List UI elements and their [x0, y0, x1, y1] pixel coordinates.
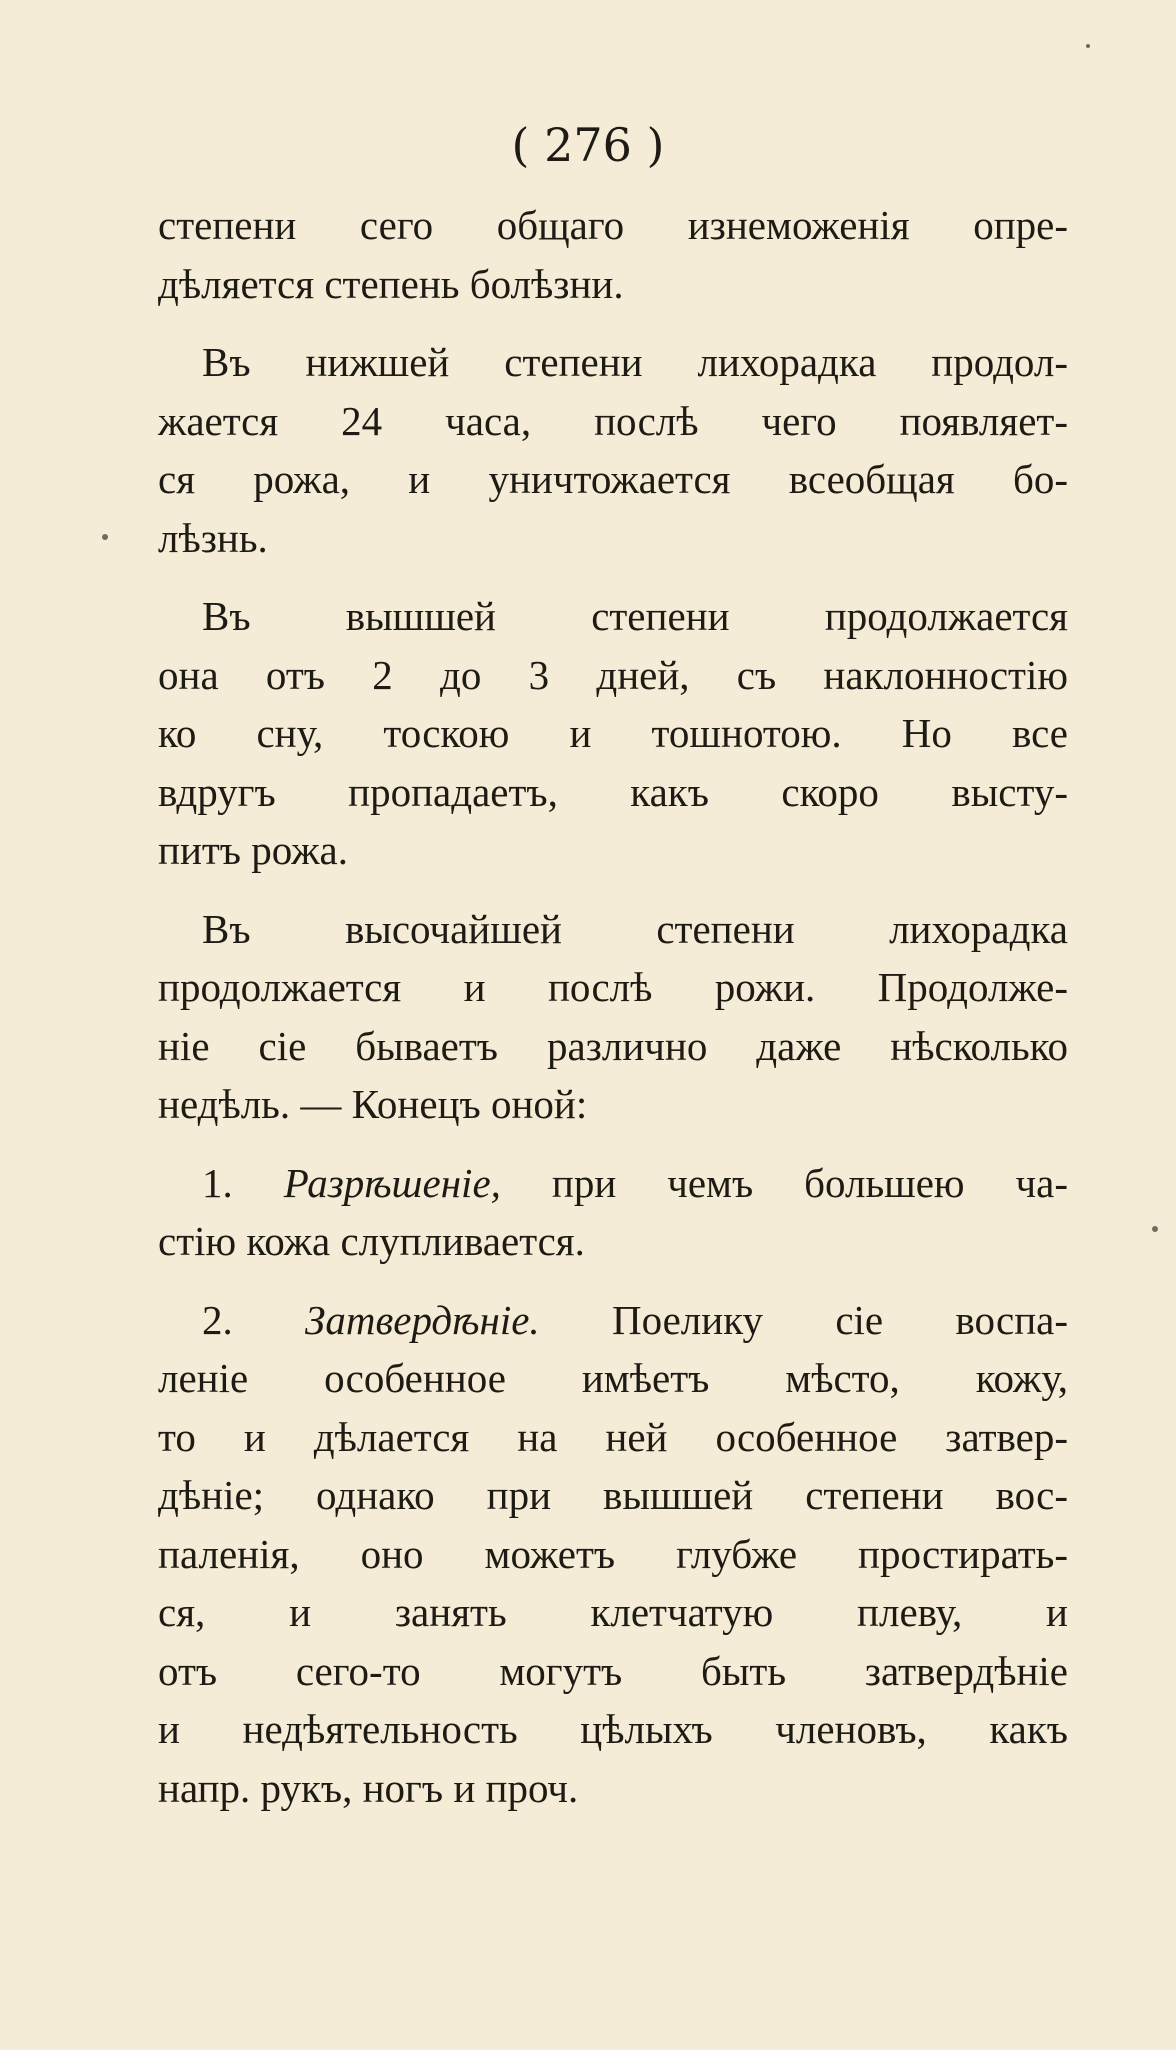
- list-item: [158, 1291, 1068, 1818]
- text-line: она отъ 2 до 3 дней, съ наклонностію: [158, 651, 1068, 698]
- text-line: Въ нижшей степени лихорадка продол-: [202, 339, 1068, 385]
- paragraph: [158, 900, 1068, 1134]
- text-line: продолжается и послѣ рожи. Продолже-: [158, 964, 1068, 1010]
- page-number: ( 276 ): [511, 118, 665, 172]
- text-line: лѣзнь.: [158, 514, 268, 561]
- text-line: дѣляется степень болѣзни.: [158, 260, 624, 307]
- text-line: стію кожа слупливается.: [158, 1218, 585, 1264]
- ink-speck: [1086, 44, 1090, 48]
- text-line: леніе особенное имѣетъ мѣсто, кожу,: [158, 1355, 1068, 1401]
- text-line: отъ сего-то могутъ быть затвердѣніе: [158, 1647, 1068, 1694]
- text-line: ся рожа, и уничтожается всеобщая бо-: [158, 456, 1068, 502]
- list-term: Затвердѣніе.: [305, 1296, 540, 1343]
- text-line: ко сну, тоскою и тошнотою. Но все: [158, 710, 1068, 756]
- text-line: недѣль. — Конецъ оной:: [158, 1081, 588, 1127]
- list-number: 1.: [202, 1159, 233, 1206]
- paragraph: [158, 587, 1068, 880]
- text-line: ніе сіе бываетъ различно даже нѣсколько: [158, 1022, 1068, 1069]
- body-text: [158, 196, 1068, 1837]
- text-line: Въ высочайшей степени лихорадка: [202, 905, 1068, 952]
- list-number: 2.: [202, 1296, 233, 1343]
- ink-speck: [1152, 1226, 1158, 1232]
- text-line: [158, 1291, 1068, 1350]
- list-item: [158, 1154, 1068, 1271]
- paragraph: [158, 196, 1068, 313]
- text-line: вдругъ пропадаетъ, какъ скоро высту-: [158, 768, 1068, 815]
- list-text: Поелику сіе воспа-: [611, 1296, 1068, 1343]
- ink-speck: [102, 534, 108, 540]
- list-term: Разрѣшеніе,: [283, 1159, 501, 1206]
- text-line: Въ вышшей степени продолжается: [202, 593, 1068, 639]
- paragraph: [158, 333, 1068, 567]
- text-line: степени сего общаго изнеможенія опре-: [158, 202, 1068, 248]
- text-line: то и дѣлается на ней особенное затвер-: [158, 1413, 1068, 1460]
- text-line: дѣніе; однако при вышшей степени вос-: [158, 1472, 1068, 1518]
- text-line: питъ рожа.: [158, 827, 349, 873]
- text-line: ся, и занять клетчатую плеву, и: [158, 1589, 1068, 1635]
- text-line: и недѣятельность цѣлыхъ членовъ, какъ: [158, 1706, 1068, 1752]
- text-line: паленія, оно можетъ глубже простирать-: [158, 1530, 1068, 1577]
- list-text: при чемъ большею ча-: [551, 1159, 1069, 1206]
- text-line: [158, 1154, 1068, 1213]
- text-line: напр. рукъ, ногъ и проч.: [158, 1764, 579, 1811]
- text-line: жается 24 часа, послѣ чего появляет-: [158, 397, 1068, 444]
